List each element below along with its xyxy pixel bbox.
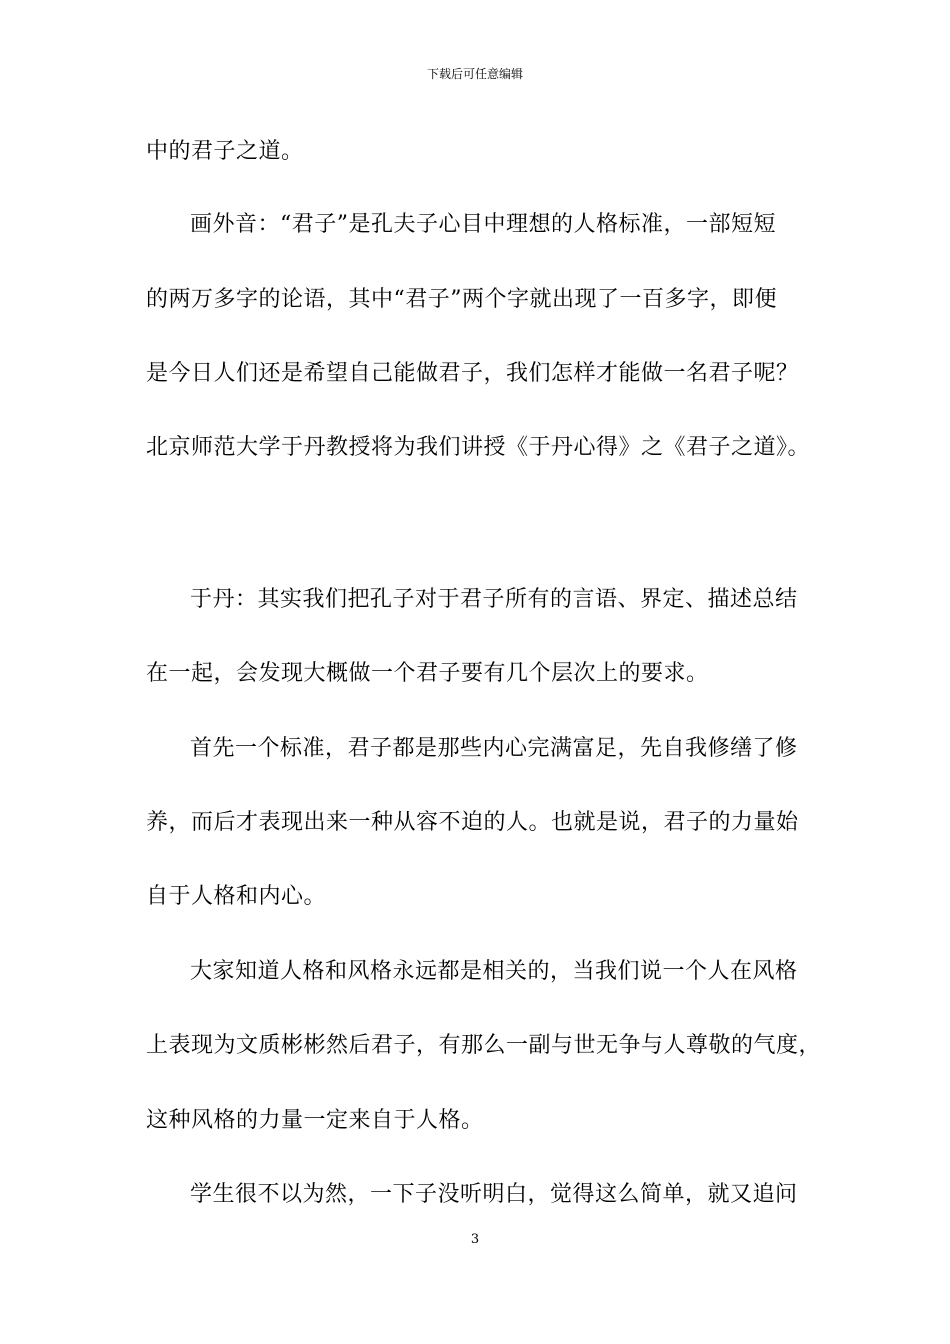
text-line: 北京师范大学于丹教授将为我们讲授《于丹心得》之《君子之道》。 [146, 435, 811, 460]
text-line: 上表现为文质彬彬然后君子，有那么一副与世无争与人尊敬的气度， [146, 1033, 822, 1058]
text-line: 于丹：其实我们把孔子对于君子所有的言语、界定、描述总结 [190, 587, 798, 612]
text-line: 画外音：“君子”是孔夫子心目中理想的人格标准，一部短短 [190, 212, 776, 237]
text-line: 中的君子之道。 [146, 139, 304, 164]
text-line: 养，而后才表现出来一种从容不迫的人。也就是说，君子的力量始 [146, 810, 799, 835]
text-line: 是今日人们还是希望自己能做君子，我们怎样才能做一名君子呢？ [146, 361, 799, 386]
text-line: 这种风格的力量一定来自于人格。 [146, 1108, 484, 1133]
text-line: 的两万多字的论语，其中“君子”两个字就出现了一百多字，即便 [146, 287, 777, 312]
text-line: 自于人格和内心。 [146, 884, 327, 909]
text-line: 大家知道人格和风格永远都是相关的，当我们说一个人在风格 [190, 959, 798, 984]
page-header: 下载后可任意编辑 [426, 67, 523, 81]
text-line: 学生很不以为然，一下子没听明白，觉得这么简单，就又追问 [190, 1182, 798, 1207]
text-line: 在一起，会发现大概做一个君子要有几个层次上的要求。 [146, 661, 709, 686]
text-line: 首先一个标准，君子都是那些内心完满富足，先自我修缮了修 [190, 736, 798, 761]
page-number: 3 [470, 1232, 480, 1247]
